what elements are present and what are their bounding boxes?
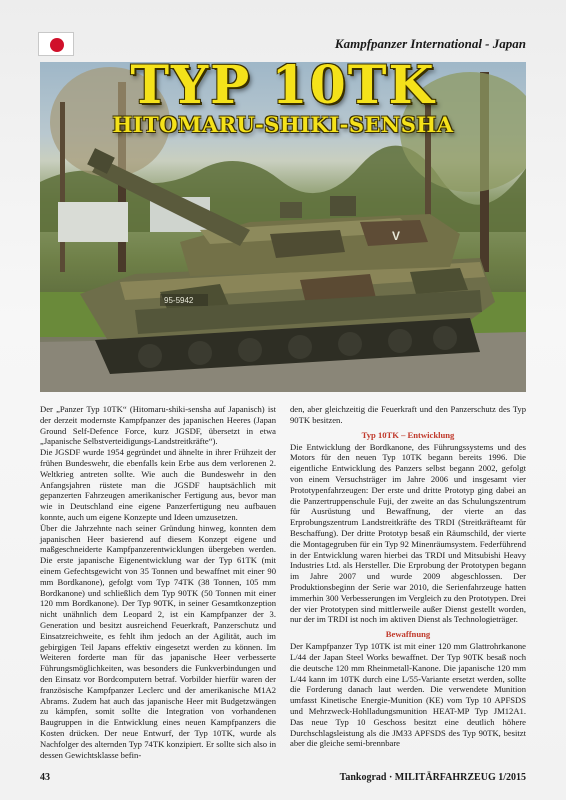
page-number: 43 [40,772,50,783]
paragraph: Über die Jahrzehnte nach seiner Gründung hinweg, konnten dem japanischen Heer basierend auf diesem Konzept eigene und maßgeschneiderte Kampfpanzerentwicklungen übergeben werden. Die erste japanische Eigenentwicklung war der Typ 61TK (mit einem Gefechtsgewicht von 35 Tonnen und bewaffnet mit einer 90 mm Bordkanone), gefolgt vom Typ 74TK (38 Tonnen, 105 mm Bordkanone) und schließlich dem Typ 90TK (50 Tonnen mit einer 120 mm Bordkanone). Der Typ 90TK, in seiner Gesamtkonzeption nicht unähnlich dem Leopard 2, ist ein Kampfpanzer der 3. Generation und besitzt ausreichend Feuerkraft, Panzerschutz und Einsatzreichweite, es fehlt ihm jedoch an der Agilität, auch im gebirgigen Teil Japans effektiv eingesetzt werden zu können. Im Weiteren forderte man für das japanische Heer verbesserte Führungsmöglichkeiten, was besonders die Funkverbindungen und den Einsatz vor Bordcomputern betraf. Vorbilder hierfür waren der französische Kampfpanzer Leclerc und der amerikanische M1A2 Abrams. Zudem hat auch das japanische Heer mit Budgetzwängen zu kämpfen, somit sollte die Integration von vorhandenen Baugruppen in die Entwicklung eines neuen Kampfpanzers die Kosten drücken. Der neue Entwurf, der Typ 10TK, wurde als Nachfolger des alternden Typ 74TK konzipiert. Er sollte sich also in dessen Gewichtsklasse befin- [40,522,276,760]
paragraph: den, aber gleichzeitig die Feuerkraft und den Panzerschutz des Typ 90TK besitzen. [290,404,526,425]
tank-letter: V [392,229,401,243]
publication-info: Tankograd · MILITÄRFAHRZEUG 1/2015 [339,772,526,783]
tank-number: 95-5942 [164,296,194,305]
paragraph: Die Entwicklung der Bordkanone, des Führungssystems und des Motors für den neuen Typ 10TK begann bereits 1996. Die eigentliche Entwicklung des Panzers selbst begann 2002, gefolgt von einem Versuchsträger im Jahre 2006 und insgesamt vier Prototypenfahrzeugen: Der erste und dritte Prototyp ging dabei an die Panzertruppenschule Fuji, der zweite an das Schulungszentrum für Ausrüstung und Bewaffnung, der vierte an das Erprobungszentrum Landstreitkräfte des TRDI (Streitkräfteamt für Beschaffung). Der dritte Prototyp besaß ein Räumschild, der vierte die Montagegruben für ein Typ 92 Minenräumsystem. Federführend in der Entwicklung waren hierbei das TRDI und Mitsubishi Heavy Industries Ltd. als Hersteller. Die Erprobung der Prototypen begann im Jahre 2007 und wurde 2009 abgeschlossen. Der Produktionsbeginn der Serie war 2010, die Serienfahrzeuge hatten immerhin 300 Verbesserungen im Vergleich zu den Prototypen. Drei der vier Prototypen sind mittlerweile außer Dienst gestellt worden, nur der im TRDI ist noch im aktiven Dienst als Technologieträger. [290,441,526,625]
paragraph: Der Kampfpanzer Typ 10TK ist mit einer 120 mm Glattrohrkanone L/44 der Japan Steel Works bewaffnet. Der Typ 90TK besaß noch die deutsche 120 mm Rheinmetall-Kanone. Die japanische 120 mm L/44 kann im 10TK durch eine L/55-Variante ersetzt werden, sollte die Forderung danach laut werden. Die verwendete Munition umfasst Kinetische Energie-Munition (KE) vom Typ 10 APFSDS und Mehrzweck-Hohlladungsmunition HEAT-MP Typ JM12A1. Das neue Typ 10 Geschoss besitzt eine deutlich höhere Durchschlagsleistung als die JM33 APFSDS des Typ 90TK, besitzt aber die gleiche semi-brennbare [290,641,526,749]
paragraph: Der „Panzer Typ 10TK“ (Hitomaru-shiki-sensha auf Japanisch) ist der derzeit modernste Kampfpanzer des japanischen Heeres (Japan Ground Self-Defence Force, kurz JGSDF, übersetzt in etwa „Japanische Selbstverteidigungs-Landstreitkräfte“). [40,404,276,447]
hero-subtitle: HITOMARU-SHIKI-SENSHA [112,112,454,137]
section-title: Kampfpanzer International - Japan [334,36,526,51]
section-heading: Bewaffnung [385,629,431,640]
article-body [40,404,526,768]
article-left-column [40,404,276,768]
section-heading: Typ 10TK – Entwicklung [361,429,455,440]
flag-sun [50,38,64,52]
japan-flag-icon [38,32,74,56]
hero-title: TYP 10TK [130,55,436,116]
article-right-column [290,404,526,768]
paragraph: Die JGSDF wurde 1954 gegründet und ähnelte in ihrer Frühzeit der frühen Bundeswehr, die ebenfalls kein Erbe aus dem verlorenen 2. Weltkrieg antreten sollte. Wie auch die Bundeswehr in den Anfangsjahren rüstete man die JGSDF hauptsächlich mit gepanzerten Fahrzeugen amerikanischer Fertigung aus, bevor man wie in Deutschland eine eigene Panzerfertigung neu aufbauen konnte, auch um eigene Konzepte und Ideen umzusetzen. [40,447,276,522]
